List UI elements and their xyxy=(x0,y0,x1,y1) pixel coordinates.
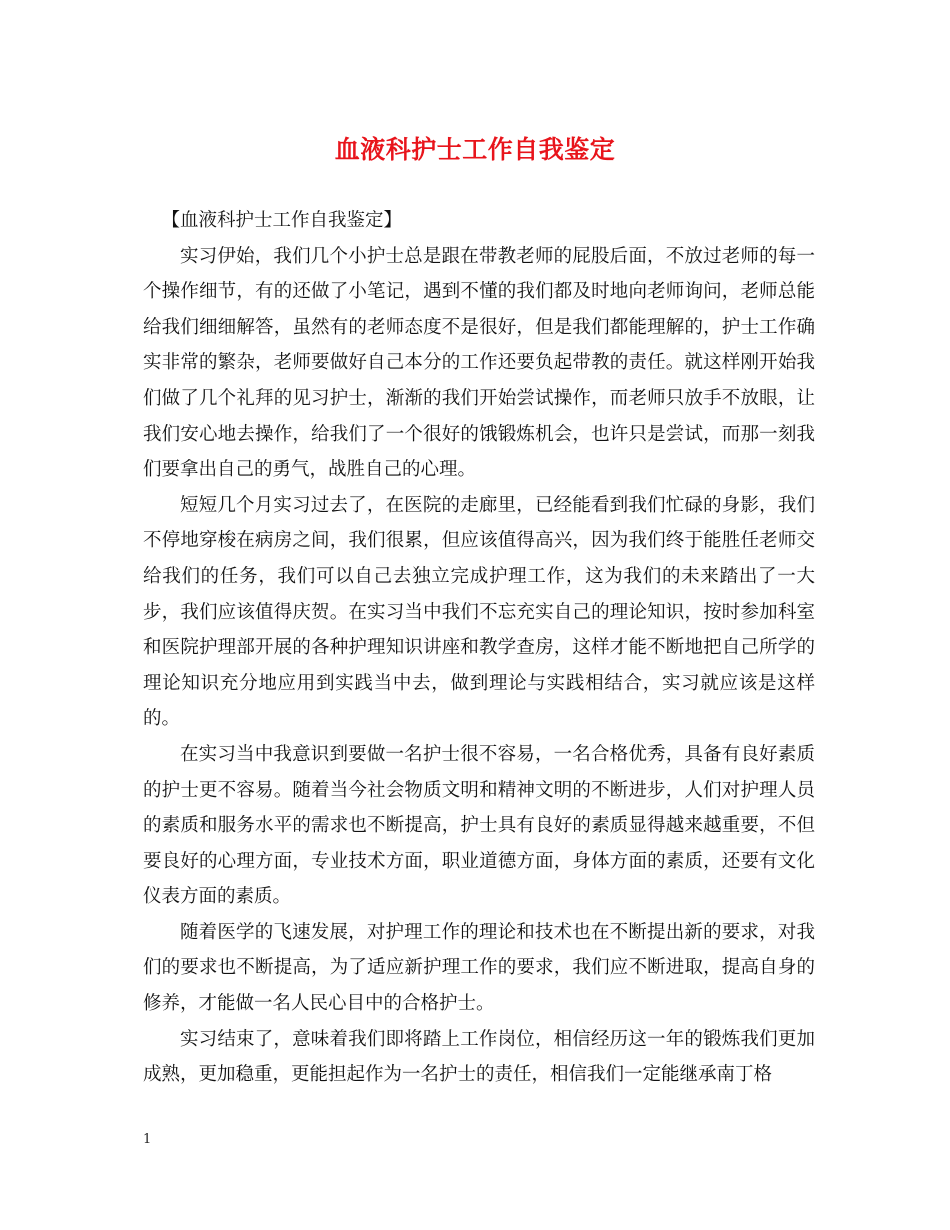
page-number: 1 xyxy=(143,1132,152,1147)
paragraph-4: 随着医学的飞速发展，对护理工作的理论和技术也在不断提出新的要求，对我们的要求也不断提高，为了适应新护理工作的要求，我们应不断进取，提高自身的修养，才能做一名人民心目中的合格护士。 xyxy=(143,921,815,1015)
section-heading: 【血液科护士工作自我鉴定】 xyxy=(161,210,403,231)
paragraph-3: 在实习当中我意识到要做一名护士很不容易，一名合格优秀，具备有良好素质的护士更不容易。随着当今社会物质文明和精神文明的不断进步，人们对护理人员的素质和服务水平的需求也不断提高，护士具有良好的素质显得越来越重要，不但要良好的心理方面，专业技术方面，职业道德方面，身体方面的素质，还要有文化仪表方面的素质。 xyxy=(143,743,815,908)
paragraph-5: 实习结束了，意味着我们即将踏上工作岗位，相信经历这一年的锻炼我们更加成熟，更加稳重，更能担起作为一名护士的责任，相信我们一定能继承南丁格 xyxy=(143,1028,815,1086)
paragraph-1: 实习伊始，我们几个小护士总是跟在带教老师的屁股后面，不放过老师的每一个操作细节，有的还做了小笔记，遇到不懂的我们都及时地向老师询问，老师总能给我们细细解答，虽然有的老师态度不是很好，但是我们都能理解的，护士工作确实非常的繁杂，老师要做好自己本分的工作还要负起带教的责任。就这样刚开始我们做了几个礼拜的见习护士，渐渐的我们开始尝试操作，而老师只放手不放眼，让我们安心地去操作，给我们了一个很好的饿锻炼机会，也许只是尝试，而那一刻我们要拿出自己的勇气，战胜自己的心理。 xyxy=(143,245,815,481)
document-title: 血液科护士工作自我鉴定 xyxy=(334,135,616,164)
document-body xyxy=(143,203,815,1093)
paragraph-2: 短短几个月实习过去了，在医院的走廊里，已经能看到我们忙碌的身影，我们不停地穿梭在病房之间，我们很累，但应该值得高兴，因为我们终于能胜任老师交给我们的任务，我们可以自己去独立完成护理工作，这为我们的未来踏出了一大步，我们应该值得庆贺。在实习当中我们不忘充实自己的理论知识，按时参加科室和医院护理部开展的各种护理知识讲座和教学查房，这样才能不断地把自己所学的理论知识充分地应用到实践当中去，做到理论与实践相结合，实习就应该是这样的。 xyxy=(143,494,815,730)
